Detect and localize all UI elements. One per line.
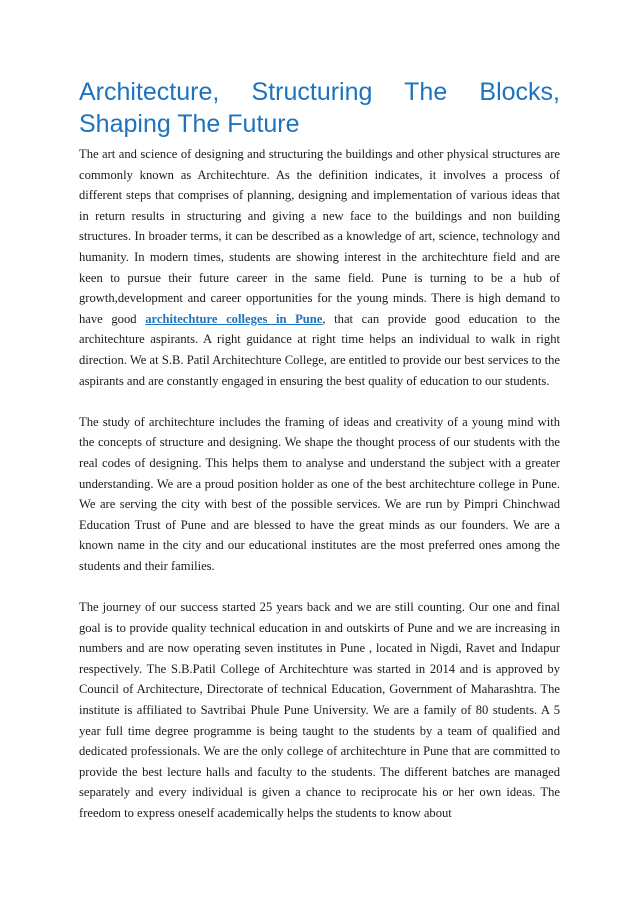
page-title-line-1: Architecture, Structuring The Blocks, bbox=[79, 78, 560, 106]
paragraph-intro-text-before-link: The art and science of designing and structuring the buildings and other physical structures are commonly known as Architechture. As the definition indicates, it involves a process of different steps that comprises of planning, designing and implementation of various ideas that in return results in structuring and giving a new face to the buildings and non building structures. In broader terms, it can be described as a knowledge of art, science, technology and humanity. In modern times, students are showing interest in the architechture field and are keen to pursue their future career in the same field. Pune is turning to be a hub of growth,development and career opportunities for the young minds. There is high demand to have good bbox=[79, 147, 560, 326]
page-title bbox=[79, 76, 560, 140]
paragraph-study: The study of architechture includes the framing of ideas and creativity of a young mind with the concepts of structure and designing. We shape the thought process of our students with the real codes of designing. This helps them to analyse and understand the subject with a greater understanding. We are a proud position holder as one of the best architechture college in Pune. We are serving the city with best of the possible services. We are run by Pimpri Chinchwad Education Trust of Pune and are blessed to have the great minds as our founders. We are a known name in the city and our educational institutes are the most preferred ones among the students and their families. bbox=[79, 414, 560, 573]
paragraph-journey: The journey of our success started 25 years back and we are still counting. Our one and final goal is to provide quality technical education in and outskirts of Pune and we are increasing in numbers and are now operating seven institutes in Pune , located in Nigdi, Ravet and Indapur respectively. The S.B.Patil College of Architechture was started in 2014 and is approved by Council of Architecture, Directorate of technical Education, Government of Maharashtra. The institute is affiliated to Savtribai Phule Pune University. We are a family of 80 students. A 5 year full time degree programme is being taught to the students by a team of qualified and dedicated professionals. We are the only college of architechture in Pune that are committed to provide the best lecture halls and faculty to the students. The different batches are managed separately and every individual is given a chance to reciprocate his or her own ideas. The freedom to express oneself academically helps the students to know about bbox=[79, 600, 560, 820]
paragraph-intro-text-after-link: , that can provide good education to the architechture aspirants. A right guidance at right time helps an individual to walk in right direction. We at S.B. Patil Architechture College, are entitled to provide our best services to the aspirants and are constantly engaged in ensuring the best quality of education to our students. bbox=[79, 311, 561, 388]
page-title-line-2: Shaping The Future bbox=[79, 110, 300, 138]
document-page bbox=[79, 76, 560, 844]
paragraph-intro bbox=[79, 144, 560, 391]
architechture-colleges-link[interactable]: architechture colleges in Pune bbox=[145, 311, 323, 326]
